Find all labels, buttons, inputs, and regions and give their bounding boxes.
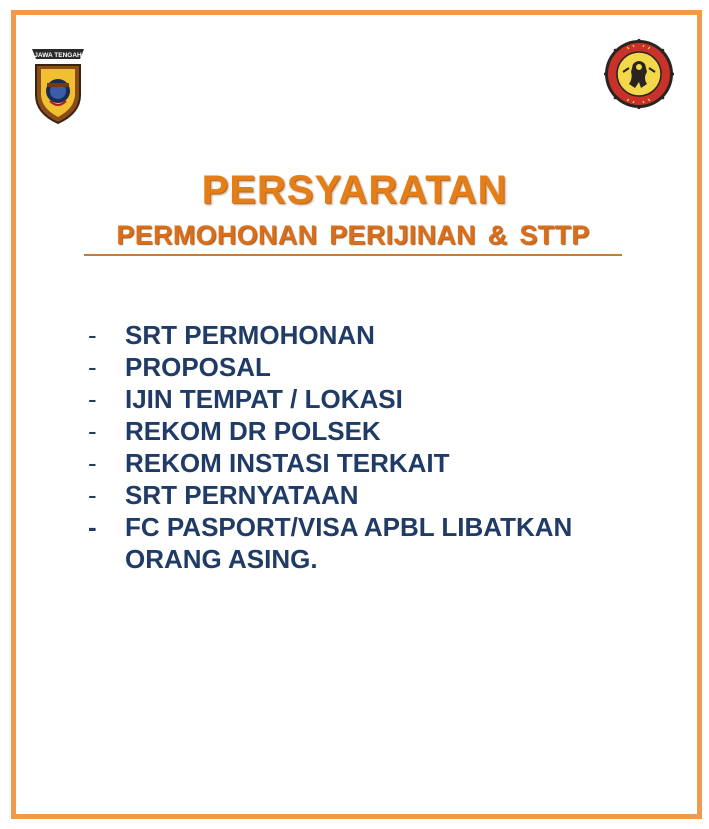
list-item <box>88 479 572 511</box>
list-bullet: - <box>88 320 97 350</box>
list-item <box>88 319 572 351</box>
requirements-list <box>88 319 572 575</box>
list-bullet: - <box>88 384 97 414</box>
round-seal-emblem-icon <box>603 38 675 110</box>
list-item-text: PROPOSAL <box>125 352 271 382</box>
page-subtitle-container <box>84 220 622 251</box>
list-item <box>88 415 572 447</box>
list-item-text: SRT PERMOHONAN <box>125 320 375 350</box>
list-item <box>88 351 572 383</box>
list-item-text: FC PASPORT/VISA APBL LIBATKAN <box>125 512 573 542</box>
list-bullet: - <box>88 352 97 382</box>
page-title: PERSYARATAN <box>201 168 508 212</box>
list-item <box>88 447 572 479</box>
list-item-text: IJIN TEMPAT / LOKASI <box>125 384 403 414</box>
list-item-text: REKOM DR POLSEK <box>125 416 381 446</box>
list-item <box>88 511 572 575</box>
list-bullet: - <box>88 512 97 542</box>
list-item <box>88 383 572 415</box>
list-bullet: - <box>88 448 97 478</box>
subtitle-underline <box>84 254 622 256</box>
police-shield-emblem-icon <box>30 43 86 127</box>
list-item-text: SRT PERNYATAAN <box>125 480 359 510</box>
page-subtitle: PERMOHONAN PERIJINAN & STTP <box>116 220 590 250</box>
logo-banner-text: JAWA TENGAH <box>34 52 82 59</box>
list-item-text-continued: ORANG ASING. <box>125 544 318 574</box>
list-item-text: REKOM INSTASI TERKAIT <box>125 448 450 478</box>
list-bullet: - <box>88 480 97 510</box>
list-bullet: - <box>88 416 97 446</box>
